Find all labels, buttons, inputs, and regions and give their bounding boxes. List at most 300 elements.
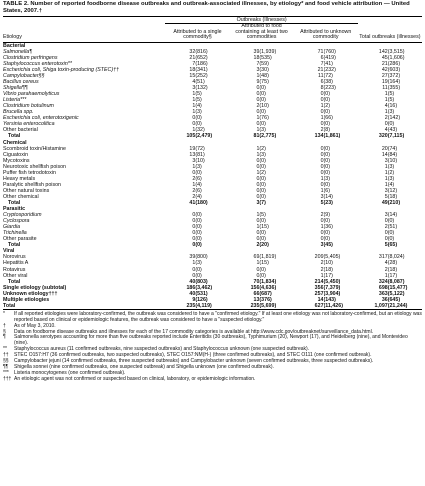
unknown-outbreaks-cell: 2 [320, 260, 324, 267]
multi-outbreaks-cell: 0 [256, 175, 260, 182]
etiology-label: Total [8, 133, 21, 140]
single-outbreaks-cell: 0 [192, 115, 196, 122]
unknown-outbreaks-cell: 0 [320, 145, 324, 152]
unknown-outbreaks-cell: 627 [294, 303, 324, 310]
single-outbreaks-cell: 9 [192, 296, 196, 303]
single-outbreaks-cell: 0 [192, 212, 196, 219]
total-illnesses-cell: (5) [387, 91, 395, 98]
total-illnesses-cell: (8,024) [387, 254, 405, 261]
unknown-outbreaks-cell: 2 [320, 127, 324, 134]
single-outbreaks-cell: 21 [189, 54, 196, 61]
unknown-outbreaks-cell: 5 [320, 200, 324, 206]
total-outbreaks-cell: 14 [381, 151, 388, 158]
etiology-label: Escherichia coli, Shiga toxin-producing (STEC)†† [3, 66, 119, 73]
total-outbreaks-cell: 42 [381, 66, 388, 73]
single-illnesses-cell: (0) [195, 121, 202, 128]
unknown-illnesses-cell: (2) [323, 103, 330, 110]
multi-illnesses-cell: (4,636) [259, 284, 277, 291]
total-outbreaks-cell: 3 [384, 187, 388, 194]
total-outbreaks-cell: 36 [381, 296, 388, 303]
total-outbreaks-cell: 2 [384, 224, 388, 231]
category-label: Viral [3, 248, 15, 255]
multi-illnesses-cell: (0) [259, 163, 266, 170]
single-illnesses-cell: (132) [195, 85, 208, 92]
single-outbreaks-cell: 186 [186, 284, 196, 291]
etiology-label: Campylobacter§§ [3, 73, 45, 80]
unknown-outbreaks-cell: 0 [320, 97, 324, 104]
multi-illnesses-cell: (0) [259, 175, 266, 182]
etiology-label: Total [8, 200, 21, 206]
single-outbreaks-cell: 2 [192, 187, 196, 194]
total-outbreaks-cell: 19 [381, 79, 388, 86]
multi-illnesses-cell: (0) [259, 97, 266, 104]
unknown-outbreaks-cell: 0 [320, 236, 324, 243]
etiology-label: Cyclospora [3, 218, 30, 225]
unknown-outbreaks-cell: 6 [320, 54, 324, 61]
multi-outbreaks-cell: 1 [256, 169, 260, 176]
unknown-outbreaks-cell: 0 [320, 218, 324, 225]
etiology-label: Total [8, 278, 21, 285]
multi-outbreaks-cell: 0 [256, 91, 260, 98]
total-outbreaks-cell: 3 [384, 157, 388, 164]
unknown-illnesses-cell: (18) [323, 266, 333, 273]
total-outbreaks-cell: 317 [378, 254, 388, 261]
unknown-illnesses-cell: (5,450) [323, 278, 341, 285]
multi-illnesses-cell: (2) [259, 145, 266, 152]
etiology-column-header: Etiology [3, 24, 165, 43]
multi-illnesses-cell: (2,775) [259, 133, 277, 140]
unknown-outbreaks-cell: 0 [320, 109, 324, 116]
single-outbreaks-cell: 1 [192, 97, 196, 104]
etiology-label: Brucella spp. [3, 109, 34, 116]
unknown-illnesses-cell: (0) [323, 236, 330, 243]
single-illnesses-cell: (186) [195, 60, 208, 67]
unknown-illnesses-cell: (17) [323, 272, 333, 279]
total-illnesses-cell: (28) [387, 260, 398, 267]
etiology-label: Other bacterial [3, 127, 38, 134]
unknown-outbreaks-cell: 2 [320, 212, 324, 219]
unknown-illnesses-cell: (3,904) [323, 290, 341, 297]
single-illnesses-cell: (3,462) [195, 284, 213, 291]
total-illnesses-cell: (1,606) [387, 54, 405, 61]
total-outbreaks-cell: 5 [384, 242, 388, 249]
total-outbreaks-cell: 324 [378, 278, 388, 285]
multi-outbreaks-cell: 0 [256, 163, 260, 170]
single-illnesses-cell: (4) [195, 103, 202, 110]
unknown-illnesses-cell: (23) [323, 200, 333, 206]
total-illnesses-cell: (43) [387, 127, 398, 134]
multi-illnesses-cell: (0) [259, 181, 266, 188]
etiology-label: Giardia [3, 224, 21, 231]
single-illnesses-cell: (5) [195, 97, 202, 104]
etiology-label: Yersinia enterocolitica [3, 121, 55, 128]
single-illnesses-cell: (6) [195, 187, 202, 194]
footnote-mark: ¶ [3, 334, 6, 341]
single-illnesses-cell: (4) [195, 181, 202, 188]
single-outbreaks-cell: 15 [189, 73, 196, 80]
unknown-commodity-column-header: Attributed to unknown commodity [294, 24, 358, 43]
multi-illnesses-cell: (0) [259, 272, 266, 279]
footnote-mark: * [3, 310, 5, 317]
single-illnesses-cell: (3) [195, 163, 202, 170]
multi-outbreaks-cell: 1 [256, 212, 260, 219]
single-outbreaks-cell: 19 [189, 145, 196, 152]
single-illnesses-cell: (0) [195, 169, 202, 176]
total-illnesses-cell: (142) [387, 115, 401, 122]
unknown-illnesses-cell: (143) [323, 296, 336, 303]
category-label: Bacterial [3, 42, 26, 49]
multi-outbreaks-cell: 0 [256, 181, 260, 188]
total-illnesses-cell: (65) [387, 242, 398, 249]
multi-outbreaks-cell: 235 [230, 303, 260, 310]
single-illnesses-cell: (6) [195, 175, 202, 182]
single-illnesses-cell: (126) [195, 296, 208, 303]
single-outbreaks-cell: 0 [192, 169, 196, 176]
total-illnesses-cell: (10) [387, 157, 398, 164]
unknown-illnesses-cell: (0) [323, 91, 330, 98]
single-outbreaks-cell: 18 [189, 66, 196, 73]
footnote [3, 377, 422, 383]
total-outbreaks-cell: 0 [384, 121, 388, 128]
multi-outbreaks-cell: 0 [256, 109, 260, 116]
etiology-label: Puffer fish tetrodotoxin [3, 169, 56, 176]
single-illnesses-cell: (4,119) [195, 303, 229, 310]
unknown-illnesses-cell: (0) [323, 218, 330, 225]
unknown-illnesses-cell: (66) [323, 115, 333, 122]
multi-commodity-column-header: Attributed to food containing at least two commodities [230, 24, 294, 43]
header-spacer-right [358, 17, 422, 24]
etiology-label: Hepatitis A [3, 260, 29, 267]
multi-illnesses-cell: (0) [259, 193, 266, 200]
footnote-mark: ††† [3, 375, 12, 382]
unknown-outbreaks-cell: 0 [320, 169, 324, 176]
multi-outbreaks-cell: 0 [256, 266, 260, 273]
unknown-outbreaks-cell: 14 [317, 296, 324, 303]
etiology-label: Norovirus [3, 254, 26, 261]
footnote-mark: †† [3, 352, 9, 359]
multi-outbreaks-cell: 0 [256, 187, 260, 194]
total-illnesses-cell: (15,477) [387, 284, 408, 291]
header-spacer [3, 17, 165, 24]
unknown-illnesses-cell: (0) [323, 109, 330, 116]
total-illnesses-cell: (16) [387, 103, 398, 110]
single-illnesses-cell: (0) [195, 230, 202, 237]
total-outbreaks-cell: 320 [378, 133, 388, 140]
unknown-outbreaks-cell: 0 [320, 230, 324, 237]
footnote-mark: §§ [3, 358, 9, 365]
multi-outbreaks-cell: 0 [256, 218, 260, 225]
multi-outbreaks-cell: 0 [256, 157, 260, 164]
unknown-outbreaks-cell: 0 [320, 181, 324, 188]
single-illnesses-cell: (0) [195, 242, 202, 249]
single-outbreaks-cell: 0 [192, 242, 196, 249]
unknown-outbreaks-cell: 21 [317, 66, 324, 73]
total-outbreaks-cell: 0 [384, 218, 388, 225]
unknown-outbreaks-cell: 8 [320, 85, 324, 92]
multi-illnesses-cell: (0) [259, 218, 266, 225]
etiology-label: Ciguatoxin [3, 151, 29, 158]
multi-illnesses-cell: (0) [259, 85, 266, 92]
total-outbreaks-cell: 1 [384, 163, 388, 170]
unknown-illnesses-cell: (0) [323, 169, 330, 176]
total-illnesses-cell: (5,122) [387, 290, 405, 297]
total-illnesses-cell: (14) [387, 212, 398, 219]
multi-outbreaks-cell: 69 [253, 254, 260, 261]
unknown-illnesses-cell: (223) [323, 85, 336, 92]
multi-illnesses-cell: (48) [259, 73, 269, 80]
single-illnesses-cell: (180) [195, 200, 208, 206]
multi-outbreaks-cell: 156 [250, 284, 260, 291]
etiology-label: Cryptosporidium [3, 212, 42, 219]
etiology-label: Multiple etiologies [3, 296, 50, 303]
total-illnesses-cell: (5) [387, 97, 395, 104]
single-outbreaks-cell: 0 [192, 218, 196, 225]
unknown-outbreaks-cell: 356 [314, 284, 324, 291]
multi-outbreaks-cell: 2 [256, 242, 260, 249]
footnote-mark: ** [3, 346, 7, 353]
single-illnesses-cell: (0) [195, 212, 202, 219]
total-outbreaks-cell: 4 [384, 127, 388, 134]
etiology-label: Other chemical [3, 193, 39, 200]
footnote-mark: § [3, 328, 6, 335]
total-outbreaks-cell: 1 [384, 181, 388, 188]
category-label: Parasitic [3, 206, 26, 213]
unknown-outbreaks-cell: 0 [320, 91, 324, 98]
total-illnesses-cell: (210) [387, 200, 401, 206]
multi-illnesses-cell: (0) [259, 121, 266, 128]
total-outbreaks-column-header: Total outbreaks (illnesses) [358, 24, 422, 43]
single-illnesses-cell: (652) [195, 54, 208, 61]
single-outbreaks-cell: 4 [192, 79, 196, 86]
single-outbreaks-cell: 32 [189, 48, 196, 55]
unknown-illnesses-cell: (760) [323, 48, 336, 55]
unknown-illnesses-cell: (72) [323, 73, 333, 80]
total-illnesses-cell: (3) [387, 175, 395, 182]
single-illnesses-cell: (3) [195, 109, 202, 116]
unknown-illnesses-cell: (0) [323, 97, 330, 104]
outbreak-table [3, 16, 422, 310]
unknown-illnesses-cell: (7,379) [323, 284, 341, 291]
multi-illnesses-cell: (0) [259, 230, 266, 237]
total-illnesses-cell: (2) [387, 169, 395, 176]
multi-illnesses-cell: (535) [259, 54, 272, 61]
multi-illnesses-cell: (5,699) [259, 303, 293, 310]
etiology-label: Neurotoxic shellfish poison [3, 163, 67, 170]
unknown-outbreaks-cell: 257 [314, 290, 324, 297]
total-illnesses-cell: (74) [387, 145, 398, 152]
multi-illnesses-cell: (59) [259, 60, 269, 67]
etiology-label: Other natural toxins [3, 187, 50, 194]
illnesses-group-label: Outbreaks (Illnesses) [165, 17, 357, 24]
etiology-label: Clostridium botulinum [3, 103, 54, 110]
illnesses-header-row [3, 17, 422, 24]
unknown-illnesses-cell: (38) [323, 79, 333, 86]
total-outbreaks-cell: 49 [381, 200, 388, 206]
footnote-text: STEC O157:H7 (36 confirmed outbreaks, two suspected outbreaks), STEC O157:NM(H-) (three confirmed outbreaks), and STEC O111 (one confirmed outbreak). [14, 352, 372, 359]
etiology-label: Staphylococcus enterotoxin** [3, 60, 72, 67]
single-outbreaks-cell: 1 [192, 103, 196, 110]
multi-outbreaks-cell: 0 [256, 121, 260, 128]
total-outbreaks-cell: 45 [381, 54, 388, 61]
unknown-outbreaks-cell: 1 [320, 103, 324, 110]
multi-illnesses-cell: (5) [259, 212, 266, 219]
single-outbreaks-cell: 0 [192, 230, 196, 237]
single-illnesses-cell: (0) [195, 266, 202, 273]
single-outbreaks-cell: 3 [192, 85, 196, 92]
footnote-text: Shigella sonnei (nine confirmed outbreaks, one suspected outbreak) and Shigella unknown (one confirmed outbreak). [14, 364, 274, 370]
unknown-illnesses-cell: (5,405) [323, 254, 341, 261]
single-illnesses-cell: (0) [195, 224, 202, 231]
single-outbreaks-cell: 0 [192, 266, 196, 273]
multi-illnesses-cell: (687) [259, 290, 272, 297]
multi-outbreaks-cell: 0 [256, 97, 260, 104]
total-illnesses-cell: (4) [387, 181, 395, 188]
total-outbreaks-cell: 4 [384, 260, 388, 267]
total-illnesses-cell: (12) [387, 187, 398, 194]
summary-row [3, 303, 422, 310]
etiology-label: Escherichia coli, enterotoxigenic [3, 115, 79, 122]
total-outbreaks-cell: 0 [384, 236, 388, 243]
total-outbreaks-cell: 21 [381, 60, 388, 67]
single-outbreaks-cell: 235 [165, 303, 195, 310]
multi-illnesses-cell: (10) [259, 103, 269, 110]
unknown-illnesses-cell: (36) [323, 224, 333, 231]
footnote-text: Listeria monocytogenes (one confirmed outbreak). [14, 369, 126, 376]
etiology-label: Paralytic shellfish poison [3, 181, 61, 188]
unknown-outbreaks-cell: 1 [320, 175, 324, 182]
column-header-row [3, 24, 422, 43]
single-illnesses-cell: (252) [195, 73, 208, 80]
unknown-illnesses-cell: (419) [323, 54, 336, 61]
single-illnesses-cell: (803) [195, 278, 208, 285]
multi-illnesses-cell: (20) [259, 242, 269, 249]
unknown-illnesses-cell: (45) [323, 242, 333, 249]
etiology-label: Salmonella¶ [3, 48, 33, 55]
single-illnesses-cell: (0) [195, 236, 202, 243]
total-illnesses-cell: (18) [387, 266, 398, 273]
etiology-label: Trichinella [3, 230, 27, 237]
total-outbreaks-cell: 1 [384, 97, 388, 104]
single-outbreaks-cell: 0 [192, 121, 196, 128]
total-outbreaks-cell: 1 [384, 91, 388, 98]
total-outbreaks-cell: 0 [384, 230, 388, 237]
single-illnesses-cell: (51) [195, 79, 205, 86]
multi-outbreaks-cell: 2 [256, 103, 260, 110]
unknown-outbreaks-cell: 0 [320, 157, 324, 164]
multi-outbreaks-cell: 3 [256, 66, 260, 73]
footnote-text: Data on foodborne disease outbreaks and illnesses for each of the 17 commodity categories is available at http://www.cdc.gov/outbreaknet/surveillance_data.html. [14, 328, 374, 335]
single-illnesses-cell: (10) [195, 157, 205, 164]
unknown-illnesses-cell: (0) [323, 151, 330, 158]
single-illnesses-cell: (81) [195, 151, 205, 158]
footnote-mark: ¶¶ [3, 364, 9, 370]
total-illnesses-cell: (3) [387, 109, 395, 116]
total-illnesses-cell: (21,244) [388, 303, 422, 310]
single-outbreaks-cell: 41 [189, 200, 196, 206]
single-outbreaks-cell: 1 [192, 181, 196, 188]
unknown-illnesses-cell: (0) [323, 145, 330, 152]
single-illnesses-cell: (3) [195, 260, 202, 267]
multi-outbreaks-cell: 1 [256, 127, 260, 134]
single-illnesses-cell: (800) [195, 254, 208, 261]
footnote-text: If all reported etiologies were laboratory-confirmed, the outbreak was considered to have a "confirmed etiology." If at least one etiology was not laboratory-confirmed, but an etiology was reported based on clinical or epidemiologic features, the outbreak was considered to have a "suspected etiology." [14, 310, 422, 323]
unknown-outbreaks-cell: 0 [320, 151, 324, 158]
single-outbreaks-cell: 40 [189, 278, 196, 285]
unknown-illnesses-cell: (0) [323, 230, 330, 237]
single-illnesses-cell: (531) [195, 290, 208, 297]
unknown-illnesses-cell: (1,861) [323, 133, 341, 140]
single-illnesses-cell: (32) [195, 127, 205, 134]
multi-outbreaks-cell: 1 [256, 145, 260, 152]
unknown-outbreaks-cell: 0 [320, 163, 324, 170]
multi-outbreaks-cell: 81 [253, 133, 260, 140]
single-outbreaks-cell: 40 [189, 290, 196, 297]
single-illnesses-cell: (72) [195, 145, 205, 152]
total-illnesses-cell: (0) [387, 121, 395, 128]
unknown-illnesses-cell: (0) [323, 157, 330, 164]
multi-outbreaks-cell: 0 [256, 85, 260, 92]
unknown-outbreaks-cell: 2 [320, 266, 324, 273]
total-outbreaks-cell: 27 [381, 73, 388, 80]
multi-illnesses-cell: (1,819) [259, 254, 277, 261]
unknown-outbreaks-cell: 7 [320, 60, 324, 67]
multi-outbreaks-cell: 9 [256, 79, 260, 86]
multi-outbreaks-cell: 1 [256, 224, 260, 231]
multi-illnesses-cell: (0) [259, 187, 266, 194]
total-outbreaks-cell: 142 [378, 48, 388, 55]
multi-outbreaks-cell: 3 [256, 200, 260, 206]
category-label: Chemical [3, 139, 27, 146]
multi-illnesses-cell: (0) [259, 109, 266, 116]
multi-illnesses-cell: (15) [259, 224, 269, 231]
total-illnesses-cell: (84) [387, 151, 398, 158]
etiology-label: Unknown etiology††† [3, 290, 58, 297]
etiology-label: Rotavirus [3, 266, 26, 273]
total-illnesses-cell: (51) [387, 224, 398, 231]
multi-illnesses-cell: (1,834) [259, 278, 277, 285]
single-outbreaks-cell: 7 [192, 60, 196, 67]
etiology-label: Other viral [3, 272, 28, 279]
total-outbreaks-cell: 3 [384, 212, 388, 219]
unknown-outbreaks-cell: 0 [320, 121, 324, 128]
multi-illnesses-cell: (76) [259, 115, 269, 122]
table-body [3, 42, 422, 309]
single-outbreaks-cell: 39 [189, 254, 196, 261]
total-illnesses-cell: (286) [387, 60, 401, 67]
multi-outbreaks-cell: 0 [256, 272, 260, 279]
footnote-text: Staphylococcus aureus (11 confirmed outbreaks, nine suspected outbreaks) and Staphylococcus unknown (one suspected outbreak). [14, 346, 310, 353]
total-illnesses-cell: (18) [387, 193, 398, 200]
multi-illnesses-cell: (3) [259, 151, 266, 158]
unknown-outbreaks-cell: 11 [318, 73, 324, 80]
multi-illnesses-cell: (1,939) [259, 48, 277, 55]
unknown-outbreaks-cell: 71 [317, 48, 324, 55]
footnote-mark: *** [3, 369, 9, 376]
total-outbreaks-cell: 11 [382, 85, 388, 92]
total-illnesses-cell: (7,115) [387, 133, 405, 140]
table-title: TABLE 2. Number of reported foodborne disease outbreaks and outbreak-associated illnesses, by etiology* and food vehicle attribution — United States, 2007.† [3, 1, 410, 14]
single-outbreaks-cell: 3 [192, 157, 196, 164]
single-illnesses-cell: (816) [195, 48, 208, 55]
multi-illnesses-cell: (7) [259, 200, 266, 206]
unknown-outbreaks-cell: 1 [320, 187, 324, 194]
multi-illnesses-cell: (3) [259, 127, 266, 134]
single-outbreaks-cell: 13 [189, 151, 196, 158]
total-illnesses-cell: (645) [387, 296, 401, 303]
etiology-label: Heavy metals [3, 175, 36, 182]
multi-outbreaks-cell: 1 [256, 115, 260, 122]
unknown-illnesses-cell: (9) [323, 212, 330, 219]
